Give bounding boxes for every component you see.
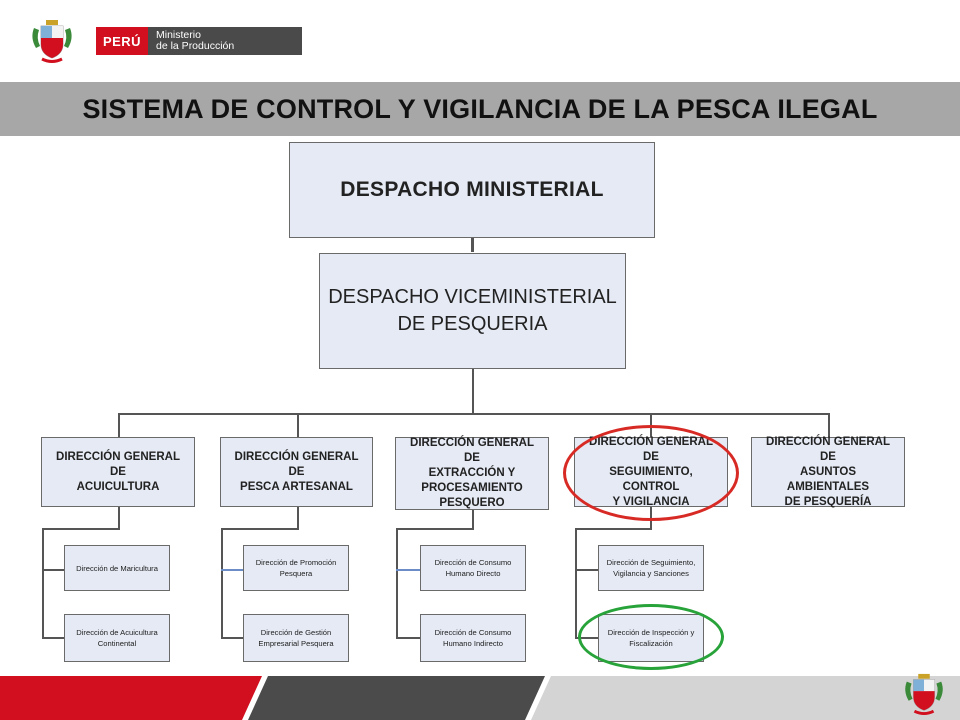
connector [396,528,398,638]
sub-line: Dirección de Acuicultura [76,628,158,637]
title-banner [0,82,960,136]
connector [118,413,830,415]
connector [118,413,120,437]
direction-line: PROCESAMIENTO [421,482,523,494]
sub-maricultura [64,545,170,591]
highlight-red-ellipse [563,425,739,521]
direction-line: DIRECCIÓN GENERAL DE [56,450,180,478]
direction-acuicultura [41,437,195,507]
connector [471,238,474,252]
direction-line: Y VIGILANCIA [612,495,690,508]
logo-line-2: de la Producción [156,40,235,52]
sub-line: Continental [97,639,137,648]
connector [297,507,299,529]
connector [575,528,577,638]
connector [221,637,243,639]
vice-line-1: DESPACHO VICEMINISTERIAL [328,286,617,308]
logo-country: PERÚ [96,27,148,55]
sub-line: Dirección de Inspección y [607,628,695,637]
sub-line: Humano Indirecto [443,639,503,648]
connector [42,637,64,639]
logo-ministry-name [148,27,302,55]
sub-line: Empresarial Pesquera [258,639,334,648]
direction-line: PESQUERO [439,497,505,509]
vice-line-2: DE PESQUERIA [397,313,548,335]
footer-stripes [0,676,960,720]
sub-line: Vigilancia y Sanciones [613,569,689,578]
sub-line: Dirección de Seguimiento, [606,558,696,567]
direction-line: DIRECCIÓN GENERAL DE [766,435,890,463]
direction-line: SEGUIMIENTO, CONTROL [609,465,693,493]
connector [221,528,223,638]
sub-gestion-empresarial [243,614,349,662]
connector [396,569,420,571]
sub-line: Dirección de Gestión [260,628,332,637]
direction-line: DIRECCIÓN GENERAL DE [234,450,359,478]
direction-line: DIRECCIÓN GENERAL DE [410,437,534,464]
connector [221,569,243,571]
sub-promocion-pesquera [243,545,349,591]
direction-line: DE PESQUERÍA [784,495,872,508]
connector [42,569,64,571]
connector [221,528,299,530]
direction-line: EXTRACCIÓN Y [428,467,516,479]
connector [575,528,652,530]
sub-line: Dirección de Consumo [434,558,512,567]
despacho-viceministerial-box [319,253,626,369]
direction-line: PESCA ARTESANAL [240,480,353,493]
despacho-ministerial-box: DESPACHO MINISTERIAL [289,142,655,238]
sub-consumo-directo [420,545,526,591]
connector [472,369,474,414]
peru-coat-of-arms-icon [902,672,946,716]
sub-line: Fiscalización [629,639,673,648]
connector [396,528,474,530]
sub-line: Dirección de Maricultura [76,563,158,573]
sub-consumo-indirecto [420,614,526,662]
sub-seguimiento-vigilancia [598,545,704,591]
direction-pesca-artesanal [220,437,373,507]
connector [828,413,830,437]
direction-line: ASUNTOS AMBIENTALES [786,465,870,493]
direction-extraccion [395,437,549,510]
connector [396,637,420,639]
direction-line: ACUICULTURA [76,480,160,493]
page-title: SISTEMA DE CONTROL Y VIGILANCIA DE LA PESCA ILEGAL [82,93,878,124]
connector [42,528,44,638]
sub-line: Dirección de Consumo [434,628,512,637]
connector [575,569,598,571]
ministry-logo [30,18,272,64]
connector [118,507,120,529]
connector [42,528,120,530]
sub-acuicultura-continental [64,614,170,662]
sub-line: Dirección de Promoción [255,558,337,567]
sub-line: Humano Directo [445,569,501,578]
connector [297,413,299,437]
sub-line: Pesquera [279,569,313,578]
direction-asuntos-ambientales [751,437,905,507]
connector [472,510,474,529]
highlight-green-ellipse [578,604,724,670]
peru-coat-of-arms-icon [30,18,74,64]
direction-line: DIRECCIÓN GENERAL DE [589,435,713,463]
logo-line-1: Ministerio [156,29,201,41]
